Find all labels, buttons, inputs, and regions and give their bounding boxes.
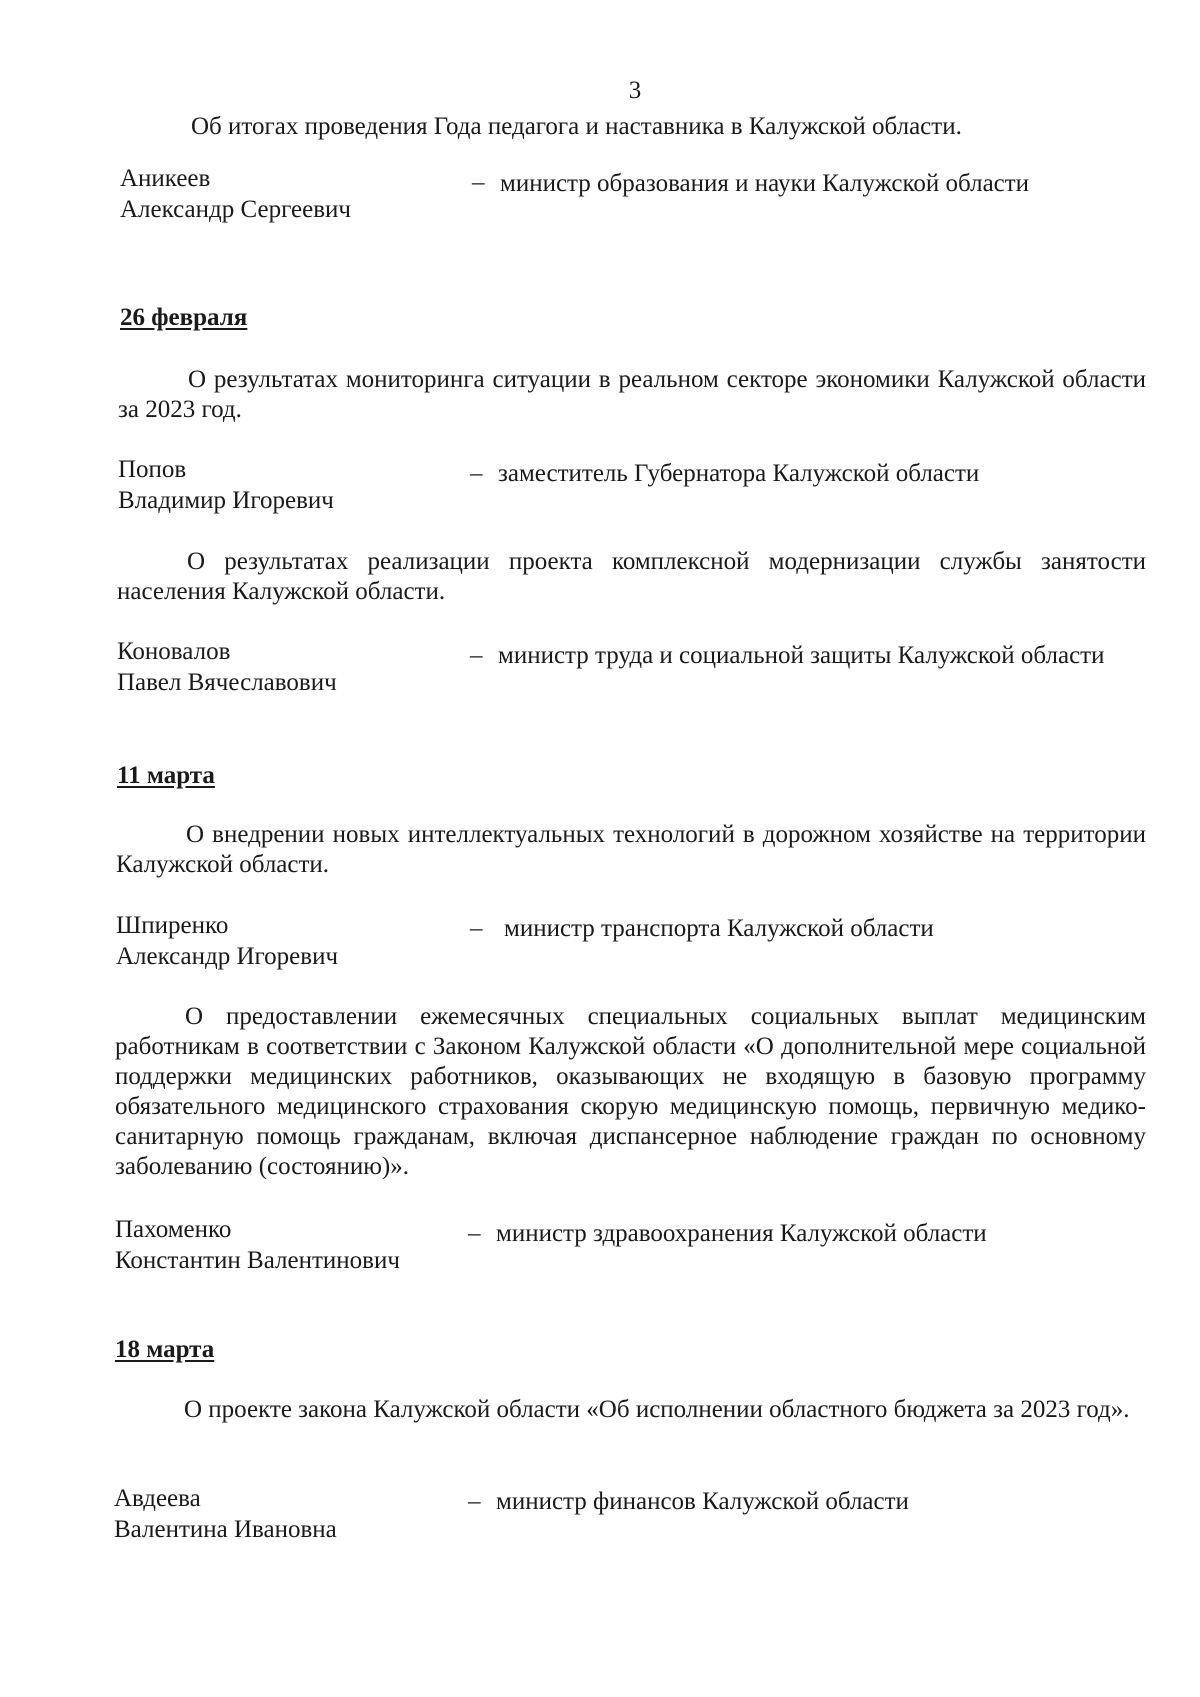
speaker-role: министр транспорта Калужской области: [504, 915, 934, 942]
speaker-dash: –: [468, 1220, 481, 1247]
speaker-names: Валентина Ивановна: [114, 1516, 337, 1543]
speaker-surname: Шпиренко: [116, 912, 229, 939]
meeting-date: 26 февраля: [120, 304, 248, 331]
agenda-topic: О проекте закона Калужской области «Об исполнении областного бюджета за 2023 год».: [184, 1396, 1130, 1423]
speaker-surname: Попов: [118, 456, 187, 483]
speaker-names: Павел Вячеславович: [117, 669, 337, 696]
meeting-date: 11 марта: [117, 762, 215, 789]
agenda-topic: Об итогах проведения Года педагога и наставника в Калужской области.: [191, 113, 962, 140]
speaker-dash: –: [472, 169, 485, 196]
speaker-surname: Авдеева: [114, 1485, 201, 1512]
speaker-dash: –: [470, 460, 483, 487]
speaker-names: Владимир Игоревич: [118, 487, 334, 514]
page-number: 3: [628, 77, 642, 104]
agenda-topic: О внедрении новых интеллектуальных технологий в дорожном хозяйстве на территории Калужской области.: [116, 821, 1146, 878]
agenda-topic: О предоставлении ежемесячных специальных социальных выплат медицинским работникам в соответствии с Законом Калужской области «О дополнительной мере социальной поддержки медицинских работников, оказывающих не входящую в базовую программу обязательного медицинского страхования скорую медицинскую помощь, первичную медико-санитарную помощь гражданам, включая диспансерное наблюдение граждан по основному заболеванию (состоянию)».: [115, 1003, 1146, 1180]
speaker-surname: Аникеев: [120, 165, 211, 192]
meeting-date: 18 марта: [115, 1336, 215, 1363]
agenda-topic: О результатах реализации проекта комплексной модернизации службы занятости населения Калужской области.: [117, 548, 1146, 605]
agenda-topic: О результатах мониторинга ситуации в реальном секторе экономики Калужской области за 2023 год.: [118, 366, 1146, 423]
speaker-surname: Пахоменко: [115, 1216, 232, 1243]
speaker-role: министр образования и науки Калужской области: [500, 170, 1030, 197]
speaker-dash: –: [470, 915, 483, 942]
speaker-dash: –: [470, 642, 483, 669]
speaker-names: Константин Валентинович: [115, 1247, 400, 1274]
speaker-dash: –: [468, 1488, 481, 1515]
speaker-names: Александр Игоревич: [116, 943, 339, 970]
speaker-role: министр труда и социальной защиты Калужской области: [498, 642, 1105, 669]
speaker-role: заместитель Губернатора Калужской области: [498, 460, 980, 487]
speaker-surname: Коновалов: [117, 638, 231, 665]
speaker-names: Александр Сергеевич: [120, 196, 351, 223]
speaker-role: министр здравоохранения Калужской области: [496, 1220, 987, 1247]
speaker-role: министр финансов Калужской области: [496, 1488, 909, 1515]
